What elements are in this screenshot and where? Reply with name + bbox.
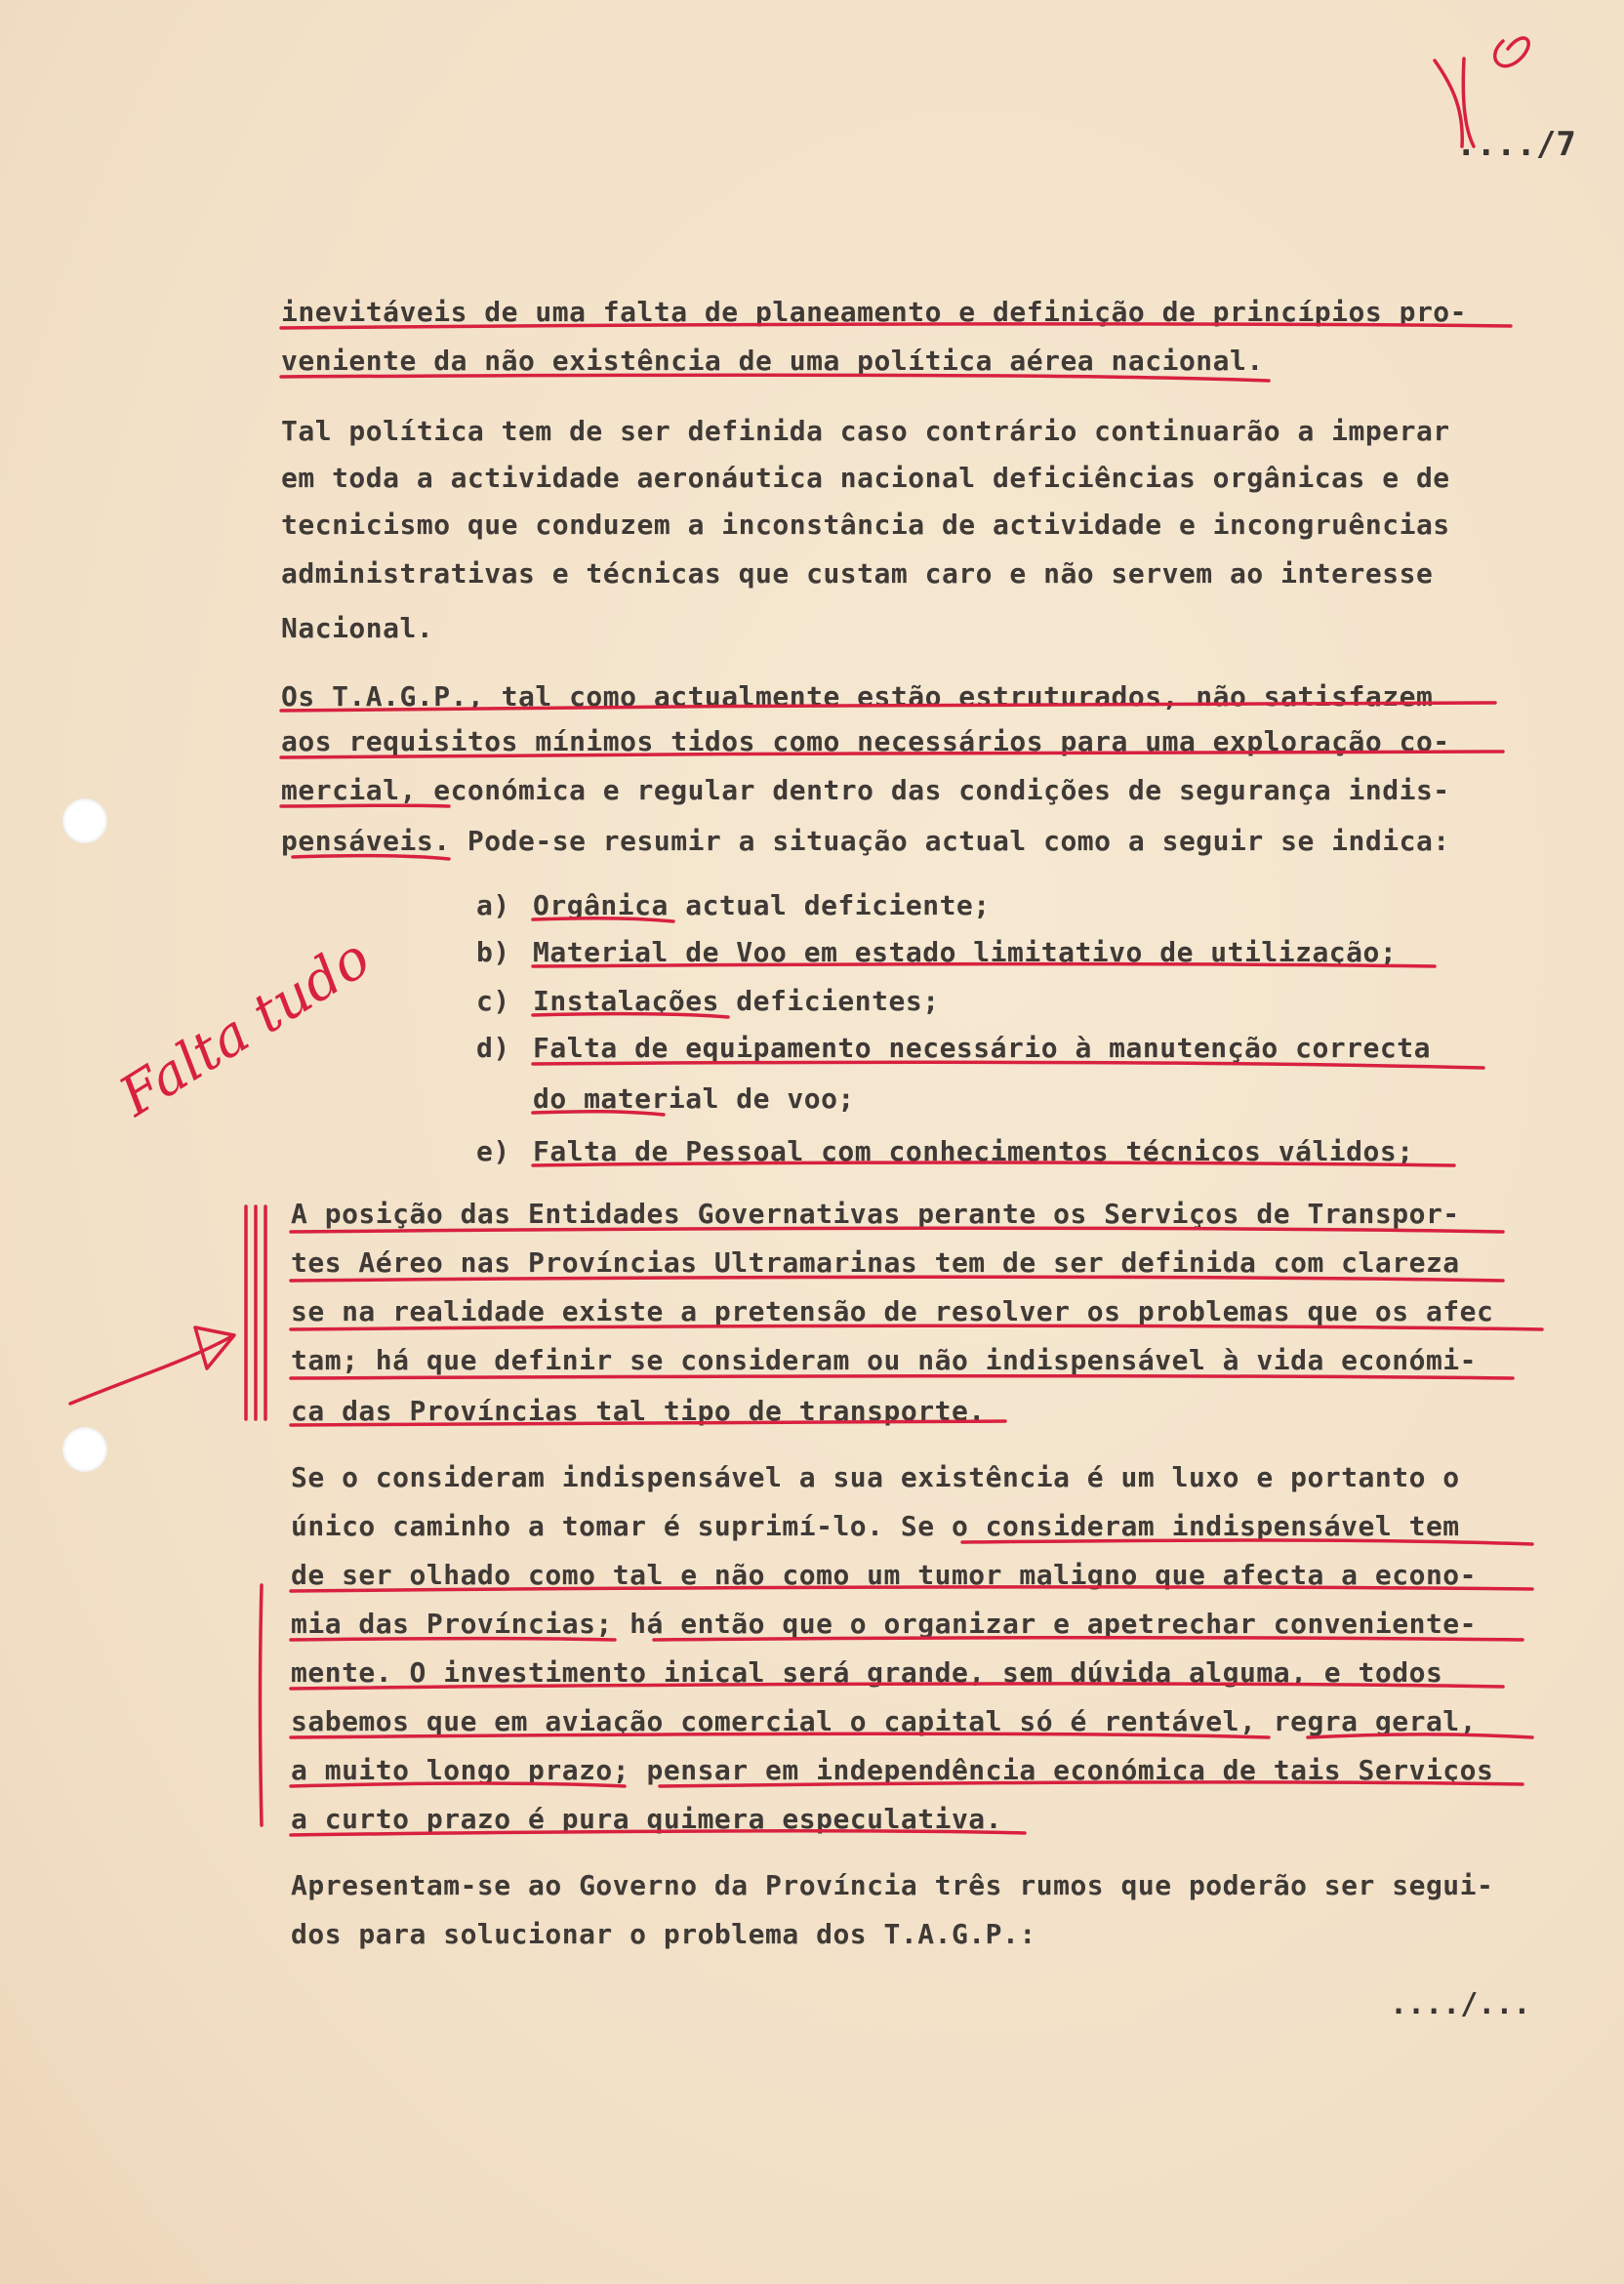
text-line: Apresentam-se ao Governo da Província três rumos que poderão ser segui-	[291, 1869, 1494, 1901]
text-line: Tal política tem de ser definida caso contrário continuarão a imperar	[281, 415, 1450, 447]
list-item-label: e)	[476, 1135, 510, 1167]
text-line: ca das Províncias tal tipo de transporte.	[291, 1395, 986, 1427]
text-line: administrativas e técnicas que custam caro e não servem ao interesse	[281, 557, 1434, 590]
text-line: inevitáveis de uma falta de planeamento e definição de princípios pro-	[281, 296, 1468, 328]
continuation-mark: ..../...	[1390, 1987, 1531, 2021]
margin-note: Falta tudo	[108, 925, 382, 1129]
text-line: mia das Províncias; há então que o organizar e apetrechar conveniente-	[291, 1608, 1478, 1640]
list-item: Falta de equipamento necessário à manutenção correcta	[533, 1032, 1431, 1064]
list-item-label: b)	[476, 936, 510, 968]
text-line: sabemos que em aviação comercial o capital só é rentável, regra geral,	[291, 1705, 1478, 1737]
list-item-continuation: do material de voo;	[533, 1082, 855, 1115]
text-line: Os T.A.G.P., tal como actualmente estão estruturados, não satisfazem	[281, 680, 1434, 713]
text-line: de ser olhado como tal e não como um tumor maligno que afecta a econo-	[291, 1559, 1478, 1591]
text-line: único caminho a tomar é suprimí-lo. Se o consideram indispensável tem	[291, 1510, 1460, 1542]
text-line: Nacional.	[281, 612, 434, 644]
arrow-shaft	[70, 1337, 230, 1404]
text-line: a curto prazo é pura quimera especulativa.	[291, 1803, 1003, 1835]
punch-hole	[62, 1427, 107, 1472]
text-line: Se o consideram indispensável a sua existência é um luxo e portanto o	[291, 1461, 1460, 1493]
list-item-label: c)	[476, 985, 510, 1017]
text-line: tes Aéreo nas Províncias Ultramarinas tem de ser definida com clareza	[291, 1246, 1460, 1279]
text-line: em toda a actividade aeronáutica nacional deficiências orgânicas e de	[281, 462, 1450, 494]
text-line: se na realidade existe a pretensão de resolver os problemas que os afec	[291, 1295, 1494, 1327]
list-item-label: a)	[476, 889, 510, 921]
text-line: veniente da não existência de uma política aérea nacional.	[281, 345, 1264, 377]
text-line: aos requisitos mínimos tidos como necessários para uma exploração co-	[281, 725, 1450, 757]
underline	[291, 1376, 1513, 1378]
text-line: tam; há que definir se consideram ou não indispensável à vida económi-	[291, 1344, 1478, 1376]
text-line: a muito longo prazo; pensar em independência económica de tais Serviços	[291, 1754, 1494, 1786]
margin-bar	[261, 1585, 263, 1825]
text-line: dos para solucionar o problema dos T.A.G.P.:	[291, 1918, 1036, 1950]
text-line: tecnicismo que conduzem a inconstância de actividade e incongruências	[281, 509, 1450, 541]
text-line: A posição das Entidades Governativas perante os Serviços de Transpor-	[291, 1198, 1460, 1230]
page-number: ..../7	[1456, 125, 1576, 164]
signature-stroke	[1495, 38, 1528, 66]
list-item: Material de Voo em estado limitativo de utilização;	[533, 936, 1398, 968]
list-item: Falta de Pessoal com conhecimentos técnicos válidos;	[533, 1135, 1414, 1167]
text-line: mente. O investimento inical será grande, sem dúvida alguma, e todos	[291, 1656, 1443, 1689]
punch-hole	[62, 798, 107, 843]
text-line: pensáveis. Pode-se resumir a situação actual como a seguir se indica:	[281, 825, 1450, 857]
list-item: Orgânica actual deficiente;	[533, 889, 991, 921]
text-line: mercial, económica e regular dentro das condições de segurança indis-	[281, 774, 1450, 806]
list-item: Instalações deficientes;	[533, 985, 940, 1017]
arrow-head-icon	[195, 1327, 234, 1368]
list-item-label: d)	[476, 1032, 510, 1064]
